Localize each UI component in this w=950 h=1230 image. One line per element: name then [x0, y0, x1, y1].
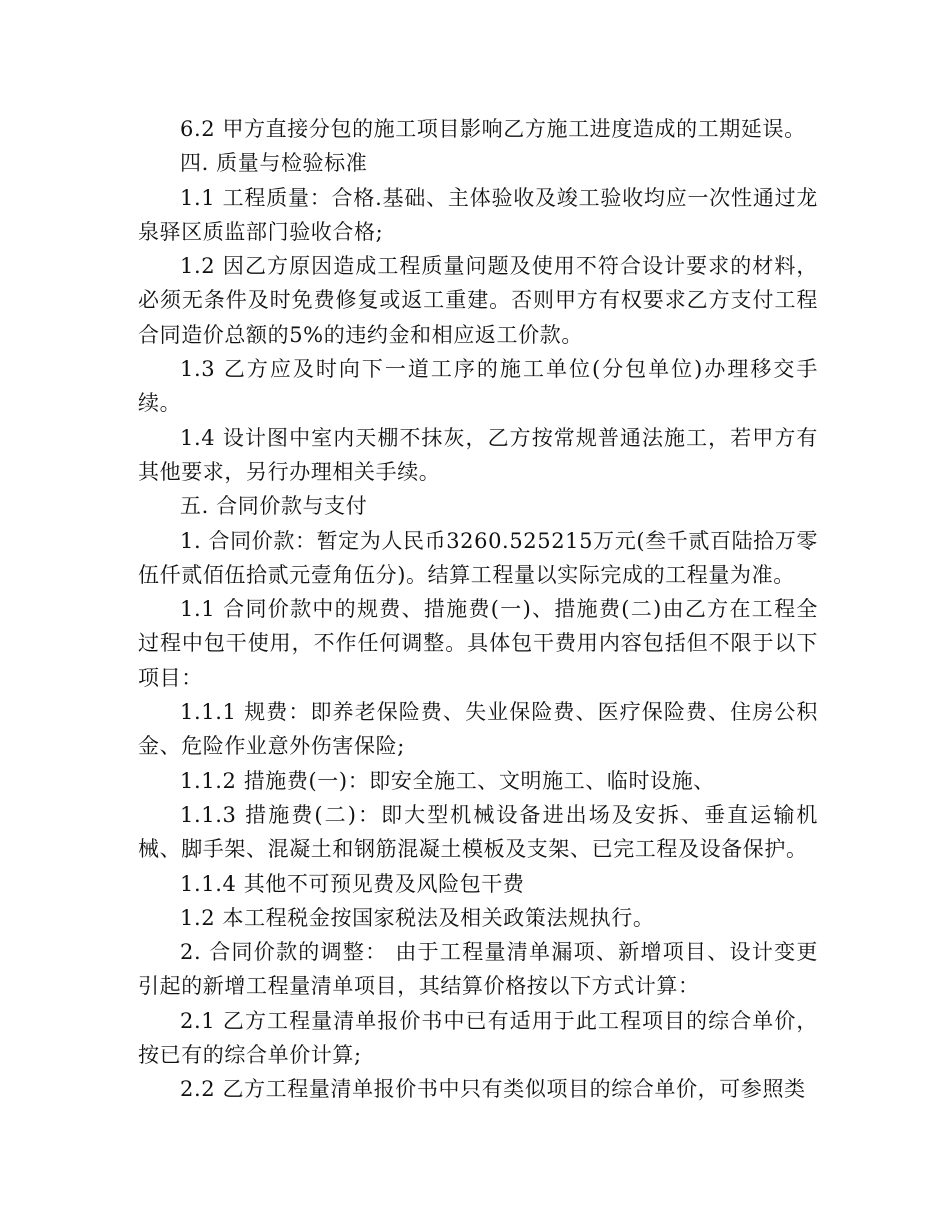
paragraph-quality-1-4: 1.4 设计图中室内天棚不抹灰，乙方按常规普通法施工，若甲方有其他要求，另行办理相关手续。 — [138, 425, 818, 484]
paragraph-price-1-1-2: 1.1.2 措施费(一)：即安全施工、文明施工、临时设施、 — [180, 768, 715, 793]
section-heading-quality: 四. 质量与检验标准 — [180, 151, 368, 176]
paragraph-price-2-1: 2.1 乙方工程量清单报价书中已有适用于此工程项目的综合单价，按已有的综合单价计算; — [138, 1008, 818, 1068]
section-heading-price: 五. 合同价款与支付 — [180, 494, 368, 519]
paragraph-price-1-2: 1.2 本工程税金按国家税法及相关政策法规执行。 — [180, 905, 655, 930]
document-page — [138, 112, 818, 1107]
paragraph-6-2: 6.2 甲方直接分包的施工项目影响乙方施工进度造成的工期延误。 — [180, 117, 806, 141]
paragraph-price-1-1: 1.1 合同价款中的规费、措施费(一)、措施费(二)由乙方在工程全过程中包干使用，不作任何调整。具体包干费用内容包括但不限于以下项目： — [138, 597, 818, 690]
paragraph-quality-1-2: 1.2 因乙方原因造成工程质量问题及使用不符合设计要求的材料，必须无条件及时免费修复或返工重建。否则甲方有权要求乙方支付工程合同造价总额的5%的违约金和相应返工价款。 — [138, 254, 818, 347]
paragraph-quality-1-3: 1.3 乙方应及时向下一道工序的施工单位(分包单位)办理移交手续。 — [138, 357, 818, 416]
paragraph-price-1: 1. 合同价款：暂定为人民币3260.525215万元(叁千贰百陆拾万零伍仟贰佰伍拾贰元壹角伍分)。结算工程量以实际完成的工程量为准。 — [138, 528, 818, 587]
paragraph-price-1-1-1: 1.1.1 规费：即养老保险费、失业保险费、医疗保险费、住房公积金、危险作业意外伤害保险; — [138, 700, 818, 759]
paragraph-price-1-1-4: 1.1.4 其他不可预见费及风险包干费 — [180, 871, 525, 896]
paragraph-quality-1-1: 1.1 工程质量：合格.基础、主体验收及竣工验收均应一次性通过龙泉驿区质监部门验收合格; — [138, 185, 818, 244]
paragraph-price-1-1-3: 1.1.3 措施费(二)：即大型机械设备进出场及安拆、垂直运输机械、脚手架、混凝土和钢筋混凝土模板及支架、已完工程及设备保护。 — [138, 802, 818, 862]
paragraph-price-2-2: 2.2 乙方工程量清单报价书中只有类似项目的综合单价，可参照类 — [180, 1077, 806, 1102]
paragraph-price-2: 2. 合同价款的调整： 由于工程量清单漏项、新增项目、设计变更引起的新增工程量清单项目，其结算价格按以下方式计算： — [138, 940, 818, 999]
